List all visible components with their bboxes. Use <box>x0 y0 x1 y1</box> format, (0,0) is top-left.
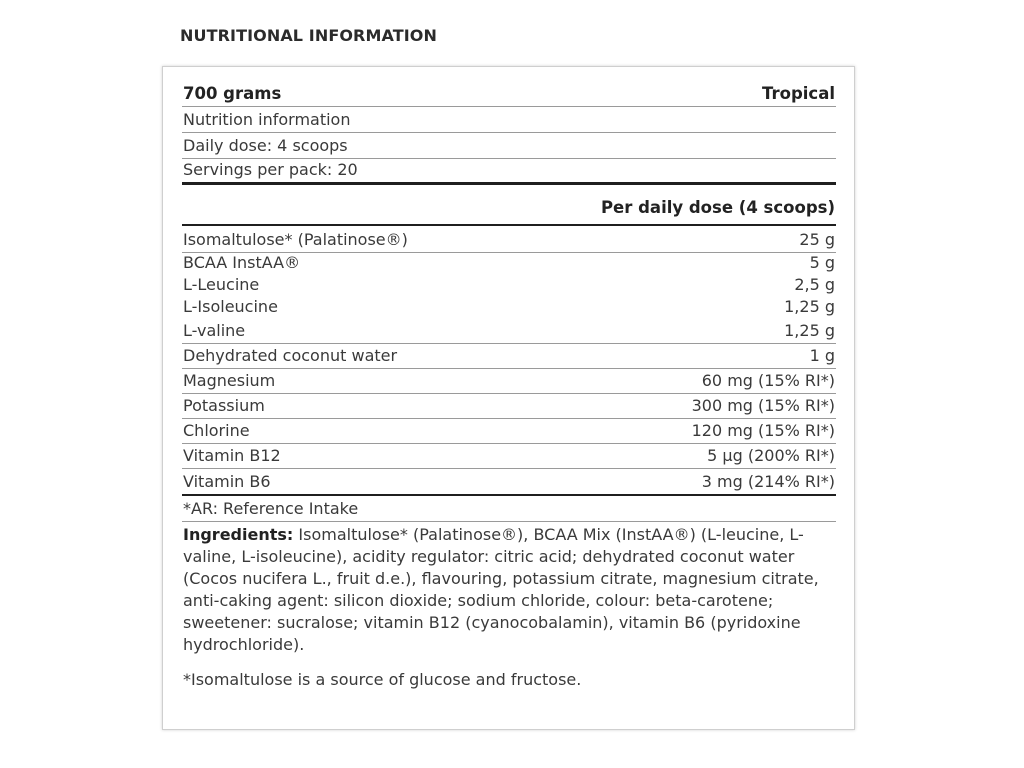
nutrient-row <box>182 297 836 319</box>
meta-row <box>182 133 836 159</box>
ingredients-list: Isomaltulose* (Palatinose®), BCAA Mix (InstAA®) (L-leucine, L-valine, L-isoleucine), acidity regulator: citric acid; dehydrated coconut water (Cocos nucifera L., fruit d.e.), flavouring, potassium citrate, magnesium citrate, anti-caking agent: silicon dioxide; sodium chloride, colour: beta-carotene; sweetener: sucralose; vitamin B12 (cyanocobalamin), vitamin B6 (pyridoxine hydrochloride). <box>183 525 819 654</box>
ingredients-label: Ingredients: <box>183 525 294 544</box>
nutrient-row <box>182 369 836 394</box>
nutrient-name: Dehydrated coconut water <box>183 346 398 365</box>
nutrient-value: 3 mg (214% RI*) <box>701 472 835 491</box>
meta-label: Servings per pack: 20 <box>183 160 358 179</box>
pack-weight: 700 grams <box>183 84 282 103</box>
flavour: Tropical <box>762 84 835 103</box>
nutrient-name: Vitamin B6 <box>183 472 271 491</box>
nutrient-name: L-Isoleucine <box>183 297 278 316</box>
meta-row <box>182 159 836 185</box>
nutrient-name: Vitamin B12 <box>183 446 281 465</box>
meta-row <box>182 107 836 133</box>
nutrient-name: Chlorine <box>183 421 250 440</box>
nutrition-card <box>162 66 855 730</box>
reference-intake-footnote: *AR: Reference Intake <box>182 496 836 522</box>
nutrient-row <box>182 226 836 253</box>
nutrient-row <box>182 275 836 297</box>
nutrient-name: Magnesium <box>183 371 276 390</box>
nutrient-row <box>182 469 836 496</box>
nutrient-name: BCAA InstAA® <box>183 253 301 272</box>
nutrient-row <box>182 419 836 444</box>
nutrient-name: Potassium <box>183 396 265 415</box>
nutrient-value: 2,5 g <box>794 275 835 294</box>
nutrient-value: 5 µg (200% RI*) <box>707 446 835 465</box>
nutrient-name: Isomaltulose* (Palatinose®) <box>183 230 408 249</box>
nutrient-row <box>182 344 836 369</box>
nutrient-row <box>182 444 836 469</box>
meta-label: Nutrition information <box>183 110 351 129</box>
nutrient-value: 1,25 g <box>784 297 835 316</box>
nutrient-value: 60 mg (15% RI*) <box>701 371 835 390</box>
nutrition-table <box>182 78 836 689</box>
isomaltulose-note: *Isomaltulose is a source of glucose and fructose. <box>183 670 582 689</box>
nutrient-value: 5 g <box>809 253 835 272</box>
nutrient-value: 1 g <box>809 346 835 365</box>
nutrient-name: L-Leucine <box>183 275 260 294</box>
nutrient-row <box>182 394 836 419</box>
dose-header-row <box>182 185 836 226</box>
ingredients-text <box>182 524 836 656</box>
dose-header: Per daily dose (4 scoops) <box>600 198 835 217</box>
nutrient-row <box>182 319 836 344</box>
nutrient-value: 120 mg (15% RI*) <box>691 421 835 440</box>
nutrient-value: 25 g <box>799 230 835 249</box>
header-row <box>182 78 836 107</box>
nutrient-value: 1,25 g <box>784 321 835 340</box>
nutrient-row <box>182 253 836 275</box>
meta-label: Daily dose: 4 scoops <box>183 136 348 155</box>
nutrient-name: L-valine <box>183 321 246 340</box>
section-title: NUTRITIONAL INFORMATION <box>180 26 437 45</box>
nutrient-value: 300 mg (15% RI*) <box>691 396 835 415</box>
